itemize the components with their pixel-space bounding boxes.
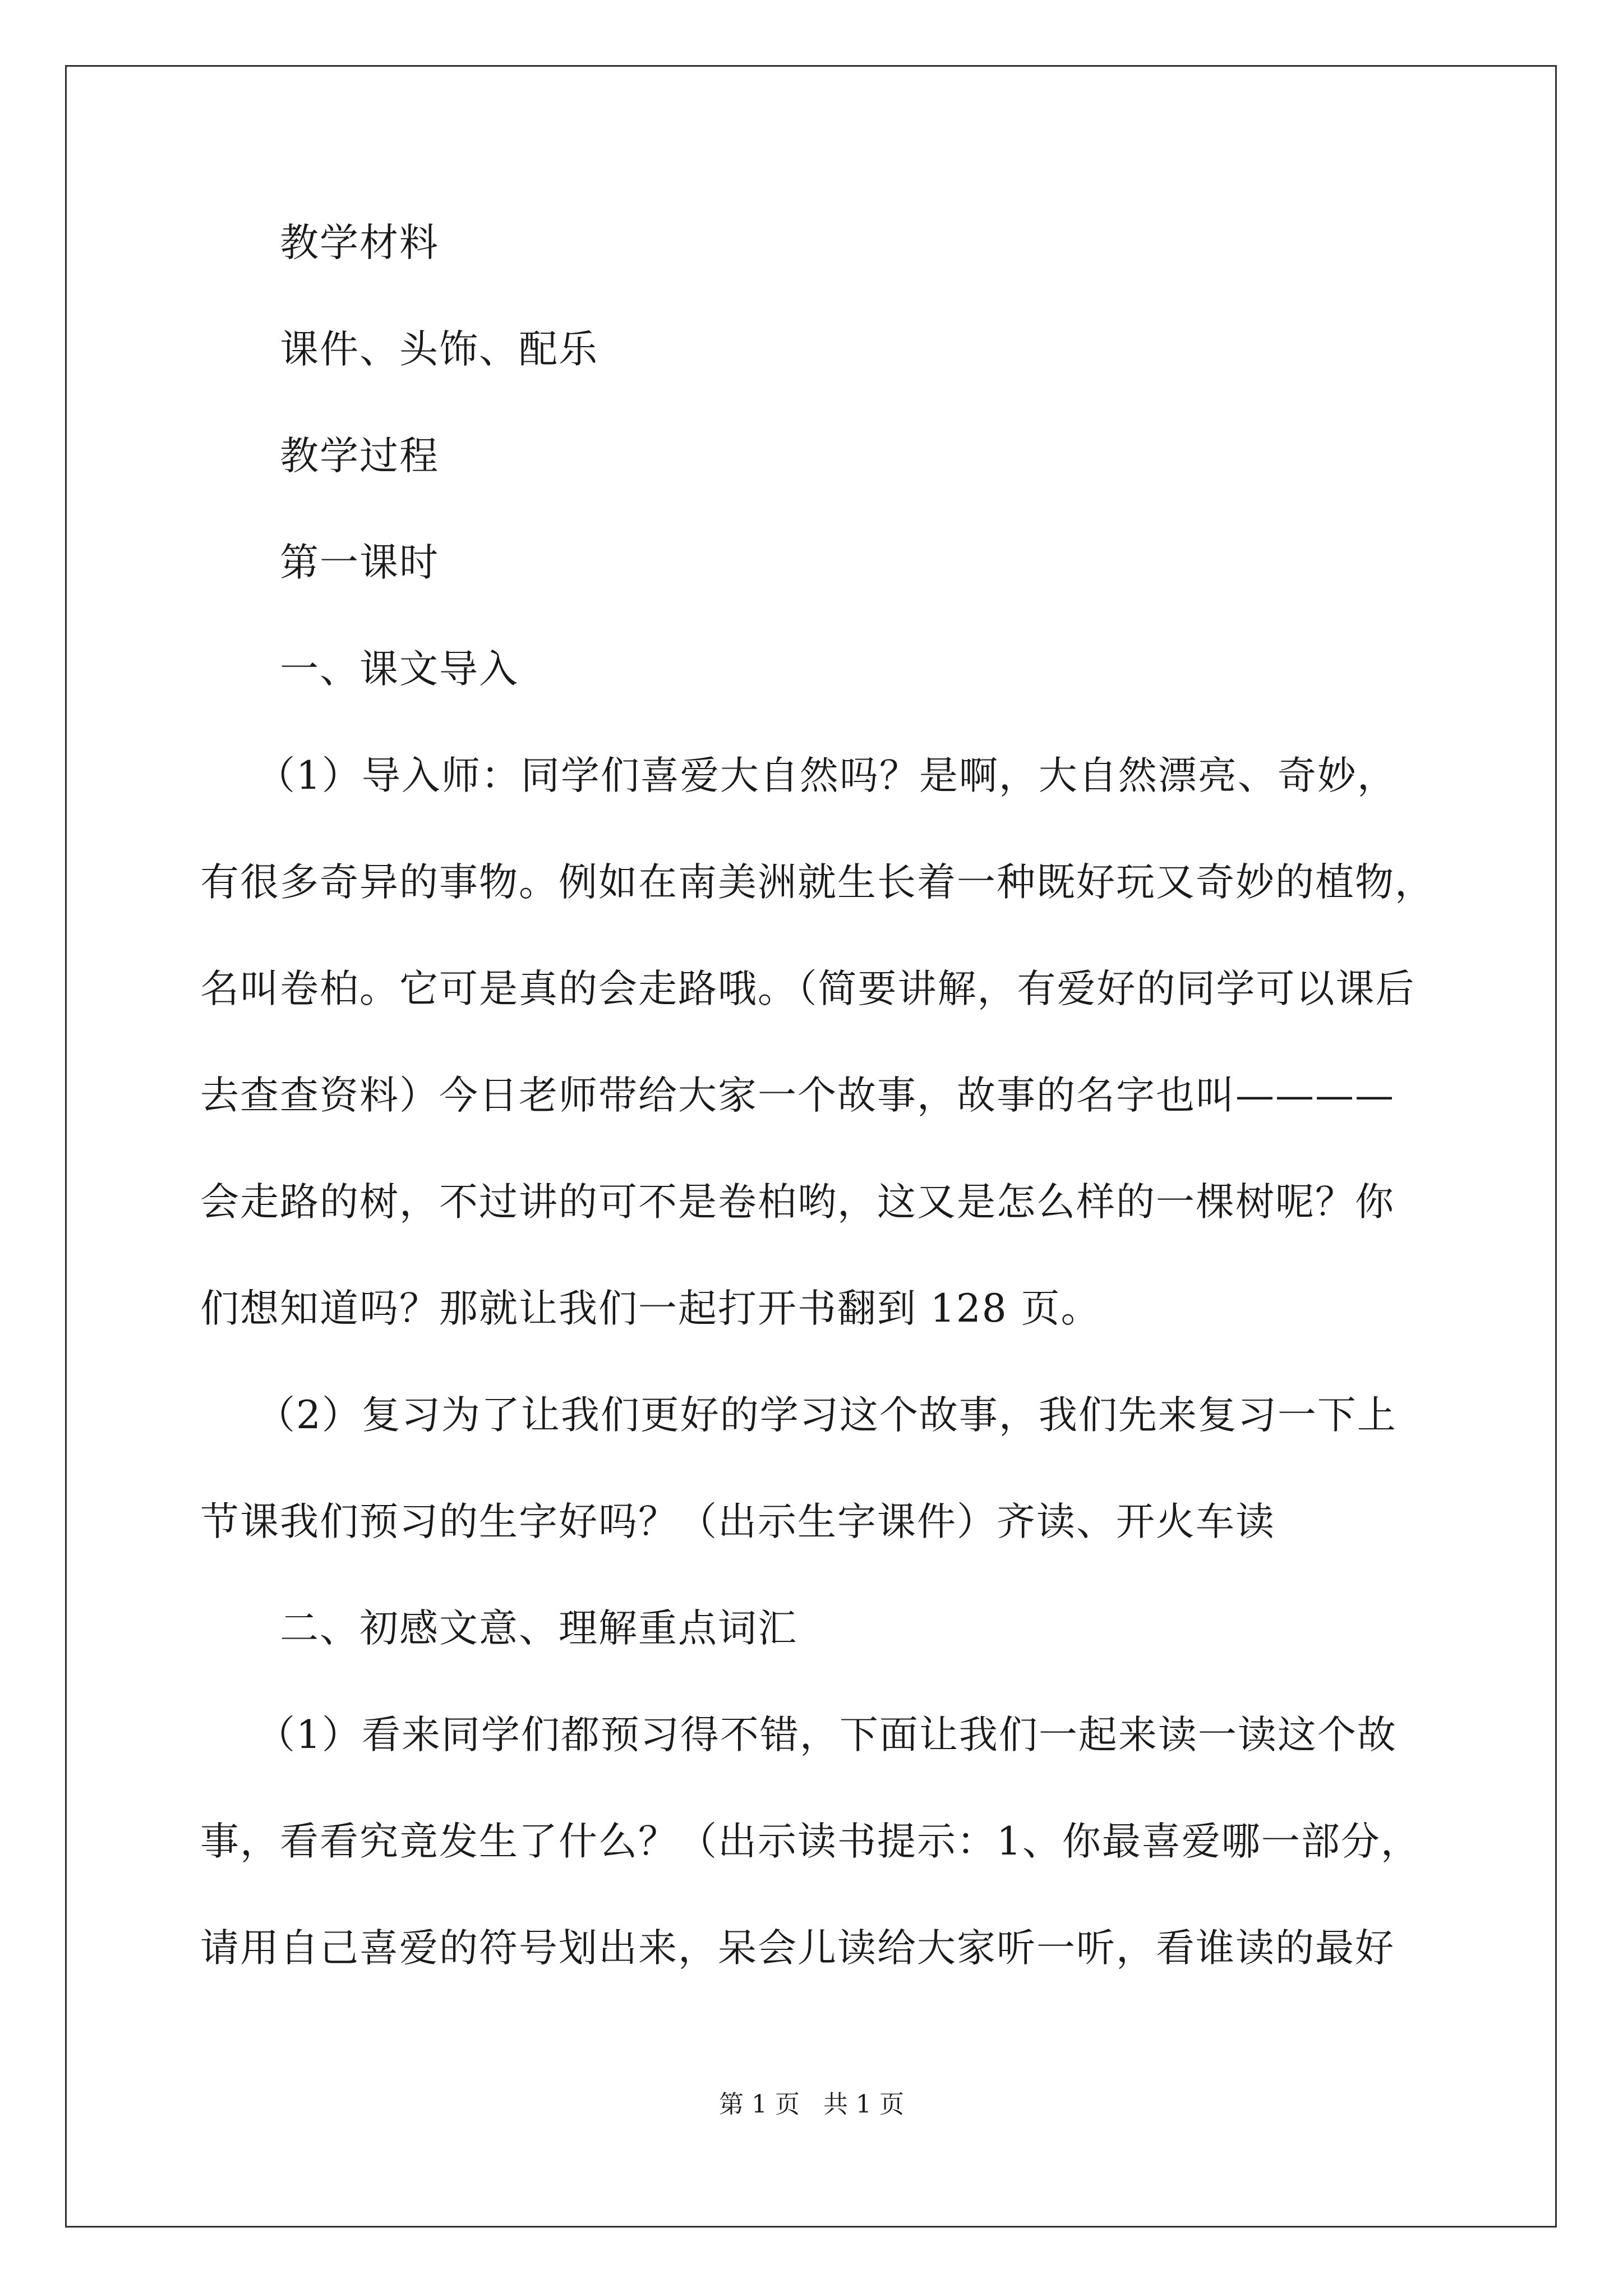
paragraph-line: 节课我们预习的生字好吗？（出示生字课件）齐读、开火车读	[200, 1499, 1275, 1544]
paragraph-line: 会走路的树，不过讲的可不是卷柏哟，这又是怎么样的一棵树呢？你	[200, 1180, 1395, 1225]
paragraph-line: 有很多奇异的事物。例如在南美洲就生长着一种既好玩又奇妙的植物，	[200, 860, 1435, 905]
paragraph-line: （1）看来同学们都预习得不错，下面让我们一起来读一读这个故	[256, 1713, 1397, 1757]
heading-section-1: 一、课文导入	[280, 647, 519, 692]
paragraph-line: 去查查资料）今日老师带给大家一个故事，故事的名字也叫————	[200, 1073, 1395, 1118]
heading-materials: 教学材料	[280, 220, 439, 265]
page-footer: 第 1 页 共 1 页	[719, 2090, 904, 2119]
paragraph-line: 们想知道吗？那就让我们一起打开书翻到 128 页。	[200, 1286, 1101, 1331]
paragraph-line: 名叫卷柏。它可是真的会走路哦。（简要讲解，有爱好的同学可以课后	[200, 967, 1415, 1011]
paragraph-line: 事，看看究竟发生了什么？（出示读书提示：1、你最喜爱哪一部分，	[200, 1819, 1421, 1864]
materials-list: 课件、头饰、配乐	[280, 327, 598, 372]
heading-first-lesson: 第一课时	[280, 540, 439, 585]
heading-section-2: 二、初感文意、理解重点词汇	[280, 1606, 797, 1651]
heading-process: 教学过程	[280, 434, 439, 478]
paragraph-line: （2）复习为了让我们更好的学习这个故事，我们先来复习一下上	[256, 1393, 1397, 1438]
page-border	[65, 65, 1557, 2228]
paragraph-line: （1）导入师：同学们喜爱大自然吗？是啊，大自然漂亮、奇妙，	[256, 753, 1397, 798]
paragraph-line: 请用自己喜爱的符号划出来，呆会儿读给大家听一听，看谁读的最好	[200, 1926, 1395, 1971]
